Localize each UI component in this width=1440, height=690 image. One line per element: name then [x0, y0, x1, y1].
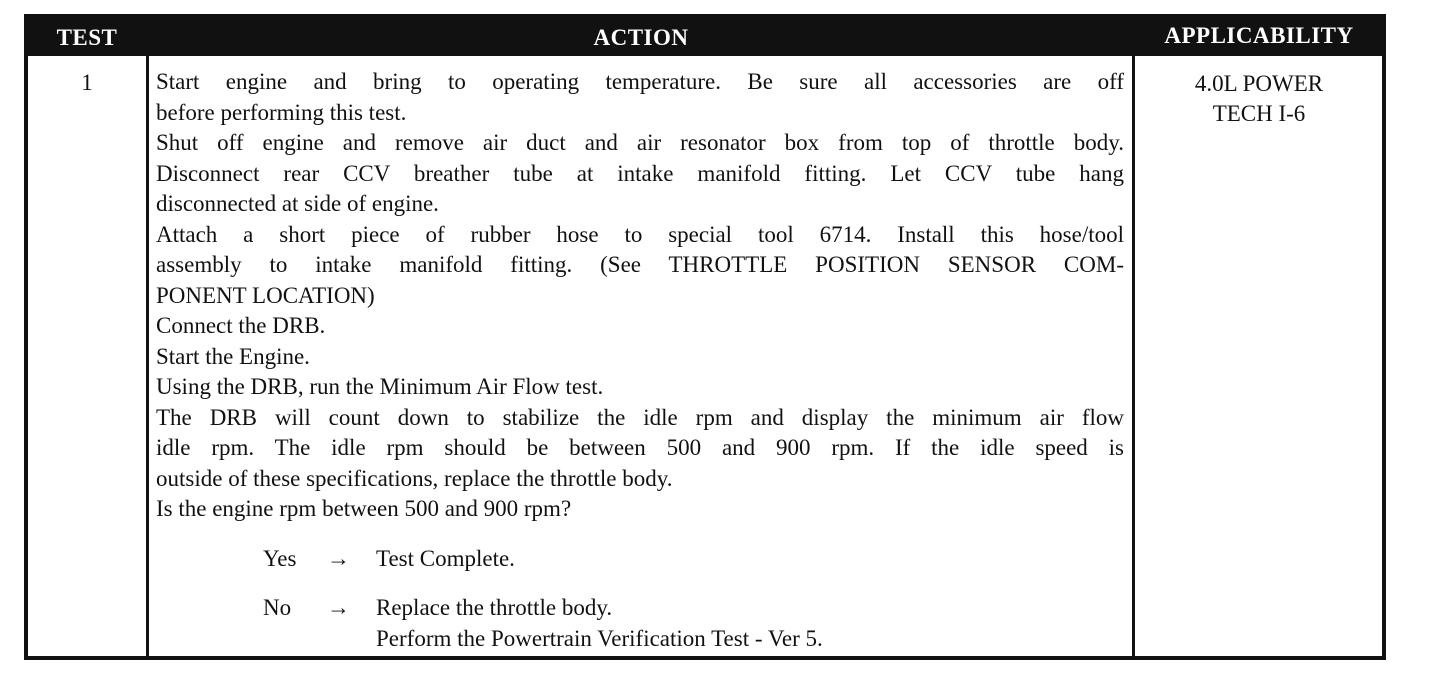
header-action: ACTION [593, 25, 689, 50]
action-line: idle rpm. The idle rpm should be between 500 and 900 rpm. If the idle speed is [156, 435, 1124, 460]
result-no-continued [156, 624, 1124, 655]
action-line: Disconnect rear CCV breather tube at intake manifold fitting. Let CCV tube hang [156, 160, 1124, 186]
result-yes-label: Yes [263, 545, 297, 571]
applicability-line: TECH I-6 [1212, 101, 1306, 126]
result-no-text: Replace the throttle body. [376, 595, 613, 620]
action-line: assembly to intake manifold fitting. (See THROTTLE POSITION SENSOR COM- [156, 252, 1124, 277]
action-line: Is the engine rpm between 500 and 900 rpm? [156, 496, 572, 521]
header-applicability: APPLICABILITY [1164, 23, 1354, 48]
action-line: before performing this test. [156, 99, 407, 125]
action-line: disconnected at side of engine. [156, 191, 439, 216]
applicability-cell [1136, 69, 1382, 129]
result-yes-text: Test Complete. [376, 545, 515, 571]
action-line: outside of these specifications, replace the throttle body. [156, 465, 673, 491]
test-number: 1 [81, 70, 93, 95]
action-line: Using the DRB, run the Minimum Air Flow test. [156, 374, 604, 399]
action-line: Start the Engine. [156, 343, 310, 369]
result-no-label: No [263, 595, 292, 620]
right-arrow-icon: → [327, 595, 350, 620]
right-arrow-icon: → [327, 545, 350, 571]
table-header-row [28, 18, 1382, 56]
action-line: Start engine and bring to operating temperature. Be sure all accessories are off [156, 69, 1124, 94]
action-line: PONENT LOCATION) [156, 282, 375, 308]
result-no [156, 593, 1124, 624]
applicability-line: 4.0L POWER [1194, 71, 1324, 96]
result-yes [156, 544, 1124, 575]
action-line: Shut off engine and remove air duct and air resonator box from top of throttle body. [156, 130, 1124, 155]
action-cell [156, 67, 1124, 654]
action-line: Connect the DRB. [156, 313, 326, 338]
header-test: TEST [56, 25, 118, 50]
result-no-text-2: Perform the Powertrain Verification Test - Ver 5. [376, 625, 823, 651]
action-line: Attach a short piece of rubber hose to special tool 6714. Install this hose/tool [156, 221, 1124, 247]
diagnostic-test-table [24, 14, 1386, 660]
action-line: The DRB will count down to stabilize the idle rpm and display the minimum air flow [156, 404, 1124, 430]
table-row [28, 56, 1382, 656]
